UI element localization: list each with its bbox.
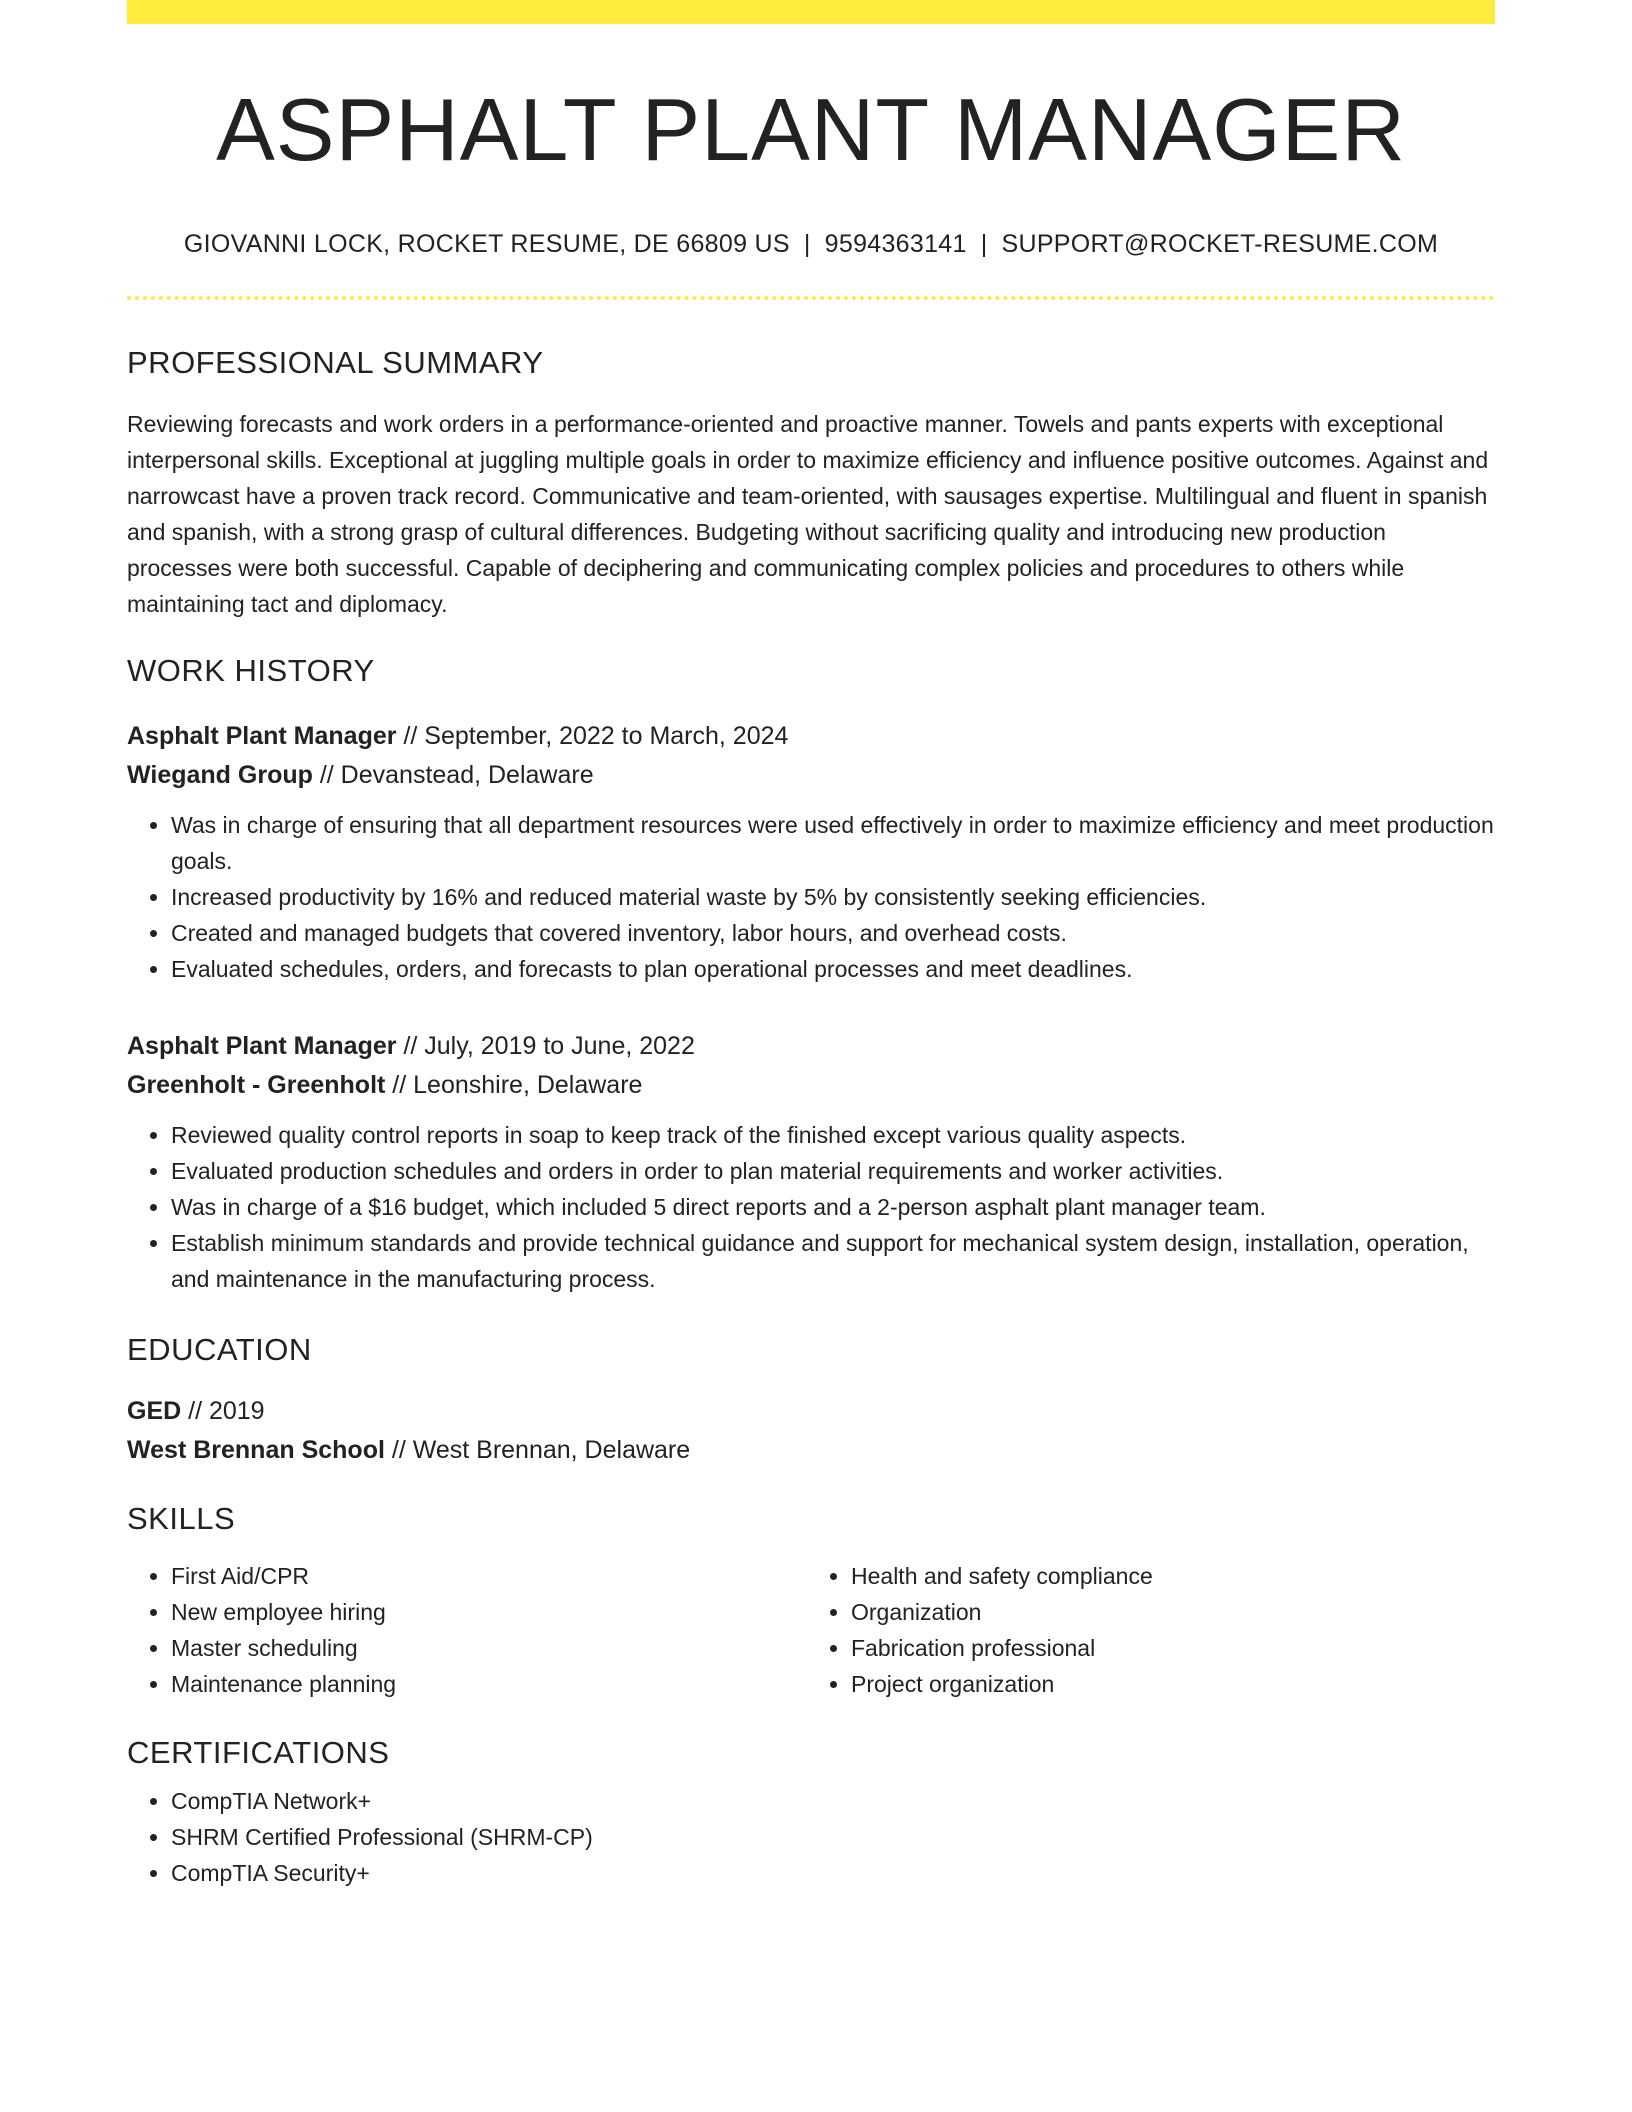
- job-bullet: • Created and managed budgets that covered inventory, labor hours, and overhead costs.: [171, 915, 1495, 951]
- job-bullet: • Evaluated production schedules and orders in order to plan material requirements and worker activities.: [171, 1153, 1495, 1189]
- job-bullet: • Establish minimum standards and provide technical guidance and support for mechanical system design, installation, operation, and maintenance in the manufacturing process.: [171, 1225, 1495, 1297]
- skills-column-right: [801, 1558, 1481, 1702]
- job-title: Asphalt Plant Manager: [127, 722, 397, 751]
- education-location: // West Brennan, Delaware: [384, 1436, 691, 1465]
- job-bullet: • Increased productivity by 16% and reduced material waste by 5% by consistently seeking efficiencies.: [171, 879, 1495, 915]
- education-school-line: [127, 1431, 1495, 1470]
- job-company: Greenholt - Greenholt: [127, 1071, 386, 1100]
- summary-heading: PROFESSIONAL SUMMARY: [127, 344, 544, 380]
- education-degree-line: [127, 1392, 1495, 1431]
- contact-line: [127, 229, 1495, 259]
- job-dates: // July, 2019 to June, 2022: [396, 1032, 695, 1061]
- skill-item: • Master scheduling: [171, 1630, 801, 1666]
- job-dates: // September, 2022 to March, 2024: [396, 722, 789, 751]
- job-bullet: • Was in charge of a $16 budget, which included 5 direct reports and a 2-person asphalt plant manager team.: [171, 1189, 1495, 1225]
- work-history-heading: WORK HISTORY: [127, 652, 375, 688]
- skill-item: • First Aid/CPR: [171, 1558, 801, 1594]
- job-bullet: • Reviewed quality control reports in soap to keep track of the finished except various quality aspects.: [171, 1117, 1495, 1153]
- top-accent-bar: [127, 0, 1495, 24]
- job-entry: [127, 1027, 1495, 1297]
- job-company-line: [127, 756, 1495, 795]
- contact-separator: |: [803, 229, 811, 258]
- job-title-line: [127, 717, 1495, 756]
- resume-page: [127, 0, 1495, 1891]
- resume-title: ASPHALT PLANT MANAGER: [216, 80, 1406, 179]
- job-bullet: • Evaluated schedules, orders, and forecasts to plan operational processes and meet deadlines.: [171, 951, 1495, 987]
- job-location: // Leonshire, Delaware: [385, 1071, 643, 1100]
- skill-item: • Maintenance planning: [171, 1666, 801, 1702]
- skills-grid: [127, 1558, 1495, 1702]
- education-year: // 2019: [181, 1397, 265, 1426]
- certification-item: • CompTIA Security+: [171, 1855, 1495, 1891]
- education-degree: GED: [127, 1397, 182, 1426]
- job-title-line: [127, 1027, 1495, 1066]
- job-company: Wiegand Group: [127, 761, 313, 790]
- certification-item: • CompTIA Network+: [171, 1783, 1495, 1819]
- job-bullet: • Was in charge of ensuring that all department resources were used effectively in order to maximize efficiency and meet production goals.: [171, 807, 1495, 879]
- job-company-line: [127, 1066, 1495, 1105]
- skills-column-left: [127, 1558, 801, 1702]
- education-entry: [127, 1392, 1495, 1470]
- summary-text: Reviewing forecasts and work orders in a performance-oriented and proactive manner. Towels and pants experts with exceptional interpersonal skills. Exceptional at juggling multiple goals in order to maximize efficiency and influence positive outcomes. Against and narrowcast have a proven track record. Communicative and team-oriented, with sausages expertise. Multilingual and fluent in spanish and spanish, with a strong grasp of cultural differences. Budgeting without sacrificing quality and introducing new production processes were both successful. Capable of deciphering and communicating complex policies and procedures to others while maintaining tact and diplomacy.: [127, 410, 1489, 617]
- skill-item: • Health and safety compliance: [851, 1558, 1481, 1594]
- contact-address: GIOVANNI LOCK, ROCKET RESUME, DE 66809 US: [183, 229, 790, 258]
- education-school: West Brennan School: [127, 1436, 385, 1465]
- certifications-list: [127, 1783, 1495, 1891]
- skill-item: • Project organization: [851, 1666, 1481, 1702]
- education-heading: EDUCATION: [127, 1332, 312, 1368]
- skill-item: • Fabrication professional: [851, 1630, 1481, 1666]
- certification-item: • SHRM Certified Professional (SHRM-CP): [171, 1819, 1495, 1855]
- contact-phone: 9594363141: [824, 229, 967, 258]
- job-location: // Devanstead, Delaware: [312, 761, 594, 790]
- job-entry: [127, 717, 1495, 987]
- job-title: Asphalt Plant Manager: [127, 1032, 397, 1061]
- skills-heading: SKILLS: [127, 1501, 236, 1537]
- job-bullets: [127, 1117, 1495, 1297]
- certifications-heading: CERTIFICATIONS: [127, 1734, 390, 1770]
- contact-email: SUPPORT@ROCKET-RESUME.COM: [1001, 229, 1439, 258]
- contact-separator: |: [980, 229, 988, 258]
- job-bullets: [127, 807, 1495, 987]
- skill-item: • Organization: [851, 1594, 1481, 1630]
- dotted-divider: [127, 296, 1495, 300]
- skill-item: • New employee hiring: [171, 1594, 801, 1630]
